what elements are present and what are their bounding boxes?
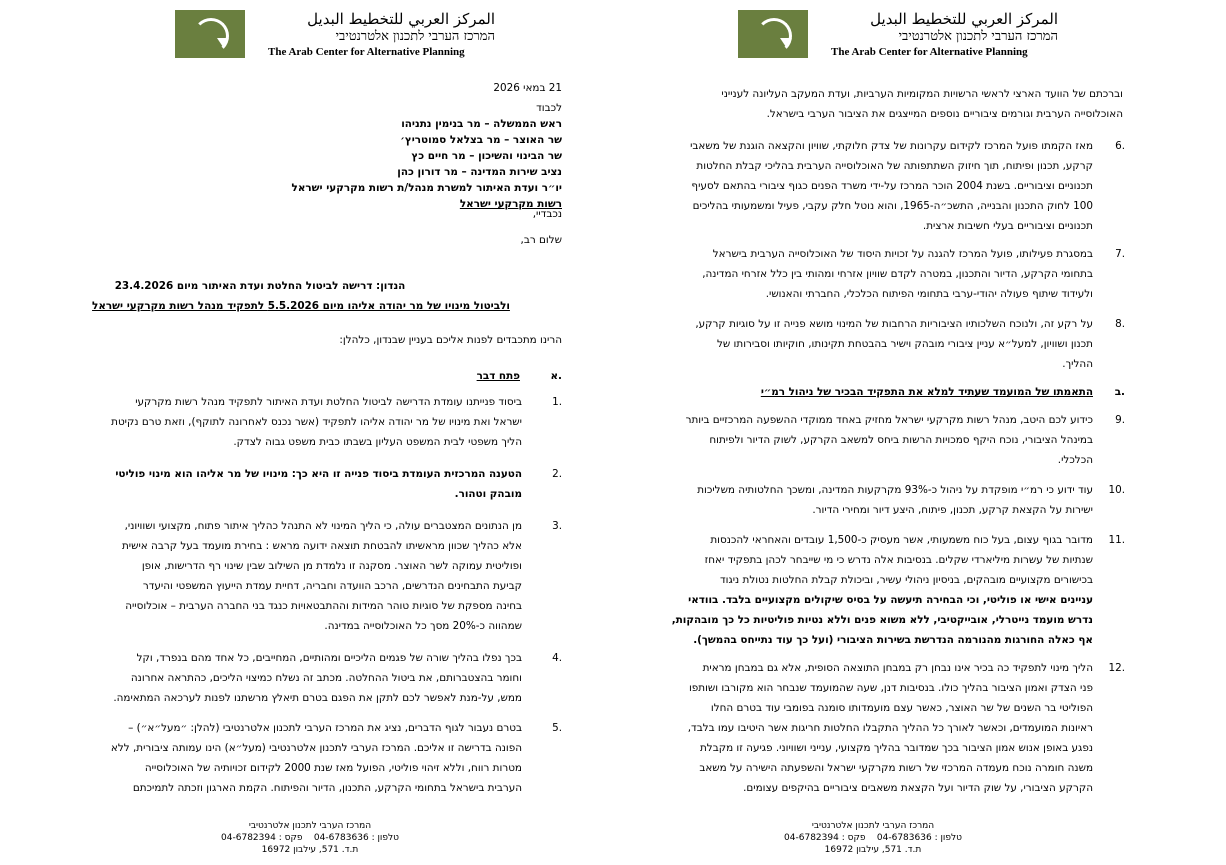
recipients-block	[40, 100, 562, 212]
paragraph-line: ישירות על הקצאת קרקע, תכנון, פיתוח, היצע דיור ומחירי הדיור.	[812, 504, 1093, 516]
recipient-3: שר הבינוי והשיכון – מר חיים כץ	[411, 150, 562, 162]
paragraph-line: וחומר בהצטברותם, את ביטול ההחלטה. מכתב זה נשלח כמיצוי הליכים, כהתראה אחרונה	[130, 672, 522, 684]
recipient-4: נציב שירות המדינה – מר דורון כהן	[397, 166, 562, 178]
paragraph-line: הפונה בדרישה זו אליכם. המרכז הערבי לתכנון אלטרנטיבי (מעל״א) הינו עמותה ציבורית, ללא	[110, 742, 522, 754]
subject-line-2: ולביטול מינויו של מר יהודה אליהו מיום 5.5.2026 לתפקיד מנהל רשות מקרקעי ישראל	[92, 300, 510, 312]
recipient-5: יו״ר ועדת האיתור למשרת מנהל/ת רשות מקרקעי ישראל	[291, 182, 562, 194]
paragraph-line: הליך מינוי לתפקיד כה בכיר אינו נבחן רק במבחן התוצאה הסופית, אלא גם במבחן מראית	[702, 662, 1093, 674]
paragraph-line: בטרם נעבור לגוף הדברים, נציג את המרכז הערבי לתכנון אלטרנטיבי (להלן: ״מעל״א״) –	[128, 722, 522, 734]
recipient-6: רשות מקרקעי ישראל	[459, 198, 562, 210]
org-name-hebrew: המרכז הערבי לתכנון אלטרנטיבי	[335, 29, 495, 44]
paragraph-line: מדובר בגוף עצום, בעל כוח משמעותי, אשר מעסיק כ-1,500 עובדים והאחראי להכנסות	[710, 534, 1093, 546]
letter-page-2	[613, 0, 1226, 865]
item-number: 10.	[1108, 484, 1125, 496]
org-name-arabic: المركز العربي للتخطيط البديل	[307, 10, 495, 28]
paragraph-line: בכך נפלו בהליך שורה של פגמים הליכיים ומהותיים, המחייבים, כל אחד מהם בנפרד, וקל	[136, 652, 522, 664]
paragraph-line: ההליך.	[1062, 358, 1093, 370]
item-number: 12.	[1108, 662, 1125, 674]
greeting: נכבדיי,	[532, 208, 562, 220]
paragraph-line: בכישורים מקצועיים מובהקים, בניסיון ניהולי עשיר, וביכולת קבלת החלטות נטולת ניגוד	[719, 574, 1093, 586]
paragraph-line: מטרות רווח, וללא זיהוי פוליטי, הפועל מאז שנת 2000 לקידום זכויותיה של האוכלוסייה	[144, 762, 522, 774]
section-a-letter: א.	[550, 370, 562, 382]
center-logo	[175, 10, 245, 58]
paragraph-line: ופוליטית עמוקה לשר האוצר. מסקנה זו נלמדת מן השילוב שבין שינוי רף הדרישות, אופן	[141, 560, 522, 572]
paragraph-6	[653, 136, 1093, 236]
paragraph-line: בחינה מספקת של סוגיות טוהר המידות וההתבטאויות כנגד בני החברה הערבית – אוכלוסייה	[125, 600, 522, 612]
footer-fax: פקס : 04-6782394	[784, 833, 866, 843]
item-number: 11.	[1108, 534, 1125, 546]
paragraph-line: הקרקע הציבורי, על שוק הדיור ועל הקצאת משאבים ציבוריים בהיקפים עצומים.	[743, 782, 1093, 794]
shalom: שלום רב,	[520, 234, 562, 246]
page-footer	[723, 820, 1023, 856]
paragraph-line: נדרש מועמד נייטרלי, אובייקטיבי, ללא משוא פנים וללא נטיות פוליטיות כל כך מובהקות,	[671, 614, 1093, 626]
item-number: 9.	[1115, 414, 1125, 426]
footer-contacts	[723, 832, 1023, 844]
paragraph-5	[40, 718, 522, 798]
item-number: 7.	[1115, 248, 1125, 260]
logo-arrow-icon	[780, 38, 792, 47]
footer-address: ת.ד. 571, עילבון 16972	[824, 845, 922, 855]
org-name-english: The Arab Center for Alternative Planning	[831, 46, 1028, 58]
paragraph-line: שמהווה כ-20% מסך כל האוכלוסייה במדינה.	[324, 620, 522, 632]
paragraph-line: שנתיות של עשרות מיליארדי שקלים. בנסיבות אלה נדרש כי מי שייבחר לכהן בתפקיד יאחז	[704, 554, 1093, 566]
paragraph-line: קרקע, תכנון ופיתוח, תוך חיזוק השתתפותה של האוכלוסייה הערבית בהליכי קבלת החלטות	[696, 160, 1093, 172]
paragraph-2	[40, 464, 522, 504]
intro-line: הרינו מתכבדים לפנות אליכם בעניין שבנדון, כלהלן:	[339, 334, 562, 346]
paragraph-11	[653, 530, 1093, 650]
paragraph-line: הערבית בישראל בתחומי הקרקע, התכנון, הדיור והפיתוח. הקמת הארגון וזכתה לתמיכתם	[132, 782, 522, 794]
paragraph-line: מן הנתונים המצטברים עולה, כי הליך המינוי לא התנהל כהליך איתור פתוח, מקצועי ושוויוני,	[124, 520, 522, 532]
page-footer	[160, 820, 460, 856]
paragraph-line: פני הצדק ואמון הציבור בהליך כולו. בנסיבות דנן, שעה שהמועמד שנבחר הוא מקורבו ושותפו	[688, 682, 1093, 694]
paragraph-line: במינהל הציבורי, נוכח היקף סמכויות הרשות ביחס למשאב הקרקע, לשוק הדיור ולפיתוח	[709, 434, 1093, 446]
org-name-hebrew: המרכז הערבי לתכנון אלטרנטיבי	[898, 29, 1058, 44]
section-a-title: פתח דבר	[476, 370, 520, 382]
paragraph-line: במסגרת פעילותו, פועל המרכז להגנה על זכויות היסוד של האוכלוסייה הערבית בישראל	[712, 248, 1093, 260]
paragraph-line: אלא כהליך שכוון מראשיתו להבטחת תוצאה ידועה מראש : בחירת מועמד בעל קרבה אישית	[121, 540, 522, 552]
paragraph-4	[40, 648, 522, 708]
footer-org: המרכז הערבי לתכנון אלטרנטיבי	[248, 821, 372, 831]
paragraph-line: ביסוד פנייתנו עומדת הדרישה לביטול החלטת ועדת האיתור לתפקיד מנהל רשות מקרקעי	[135, 396, 522, 408]
paragraph-12	[653, 658, 1093, 798]
item-number: 6.	[1115, 140, 1125, 152]
paragraph-line: על רקע זה, ולנוכח השלכותיו הציבוריות הרחבות של המינוי מושא פנייה זו על סוגיות קרקע,	[695, 318, 1093, 330]
paragraph-8	[653, 314, 1093, 374]
paragraph-line: נפגע באופן אנוש אמון הציבור בכך שמדובר בהליך מקצועי, ענייני ושוויוני. פגיעה זו מקבלת	[699, 742, 1093, 754]
paragraph-line: ראיונות המועמדים, וכאשר לאורך כל ההליך התקבלו החלטות חריגות אשר היטיבו עמו בלבד,	[687, 722, 1093, 734]
paragraph-line: תכנוניים וציבוריים. בשנת 2004 הוכר המרכז על-ידי משרד הפנים כגוף ציבורי בהתאם לסעיף	[691, 180, 1093, 192]
paragraph-line: עניינים אישי או פוליטי, וכי הבחירה תיעשה על בסיס שיקולים מקצועיים בלבד. בוודאי	[688, 594, 1093, 606]
footer-org: המרכז הערבי לתכנון אלטרנטיבי	[811, 821, 935, 831]
org-name-english: The Arab Center for Alternative Planning	[268, 46, 465, 58]
center-logo	[738, 10, 808, 58]
paragraph-line: מאז הקמתו פועל המרכז לקידום עקרונות של צדק חלוקתי, שוויון והקצאה הוגנת של משאבי	[690, 140, 1093, 152]
paragraph-line: בתחומי הקרקע, הדיור והתכנון, במטרה לקדם שוויון אזרחי ומהותי בין כלל אזרחי המדינה,	[702, 268, 1093, 280]
item-number: 2.	[552, 468, 562, 480]
recipient-2: שר האוצר – מר בצלאל סמוטריץ׳	[400, 134, 562, 146]
continuation-paragraph	[653, 84, 1123, 124]
paragraph-line: 100 לחוק התכנון והבנייה, התשכ״ה-1965, והוא נוטל חלק עקבי, פעיל ומשמעותי בהליכים	[692, 200, 1093, 212]
paragraph-7	[653, 244, 1093, 304]
footer-address: ת.ד. 571, עילבון 16972	[261, 845, 359, 855]
paragraph-line: תכנון ושוויון, למעל״א עניין ציבורי מובהק וישיר בהבטחת תקינותו, חוקיותו וסבירותו של	[716, 338, 1093, 350]
footer-contacts	[160, 832, 460, 844]
paragraph-9	[653, 410, 1093, 470]
paragraph-line: תכנוניים וציבוריים בעלי חשיבות ארצית.	[922, 220, 1093, 232]
recipient-1: ראש הממשלה – מר בנימין נתניהו	[401, 118, 562, 130]
paragraph-line: מובהק וטהור.	[454, 488, 522, 500]
to-label: לכבוד	[536, 102, 562, 114]
paragraph-1	[40, 392, 522, 452]
paragraph-line: הכלכלי.	[1057, 454, 1093, 466]
item-number: 4.	[552, 652, 562, 664]
paragraph-line: ממש, על-מנת לאפשר לכם לתקן את הפגם בטרם תיאלץ מרשתנו לפנות לערכאה המתאימה.	[113, 692, 522, 704]
logo-ring-icon	[756, 18, 792, 54]
logo-ring-icon	[193, 18, 229, 54]
item-number: 1.	[552, 396, 562, 408]
paragraph-line: אף כאלה החורגות מהנורמה הנדרשת בשירות הציבורי (ועל כך עוד נתייחס בהמשך).	[693, 634, 1093, 646]
paragraph-line: ולעידוד שיתוף פעולה יהודי-ערבי בתחומי הפיתוח הכלכלי, החברתי והאנושי.	[765, 288, 1093, 300]
subject-line-1: הנדון: דרישה לביטול החלטת ועדת האיתור מיום 23.4.2026	[114, 280, 406, 292]
footer-fax: פקס : 04-6782394	[221, 833, 303, 843]
footer-phone: טלפון : 04-6783636	[313, 833, 399, 843]
paragraph-line: הליך משפטי לבית המשפט העליון בשבתו כבית משפט גבוה לצדק.	[233, 436, 522, 448]
paragraph-line: האוכלוסייה הערבית וגורמים ציבוריים נוספים המייצגים את הציבור הערבי בישראל.	[766, 108, 1123, 120]
paragraph-line: הפוליטי בר השנים של שר האוצר, כאשר עצם מועמדותו סומנה בפומבי עוד בטרם החלו	[710, 702, 1093, 714]
section-b-title: התאמתו של המועמד שעתיד למלא את התפקיד הבכיר של ניהול רמ״י	[760, 386, 1093, 398]
section-b-letter: ב.	[1114, 386, 1125, 398]
paragraph-line: קביעת התבחינים הנדרשים, הרכב הוועדה וחבריה, דחיית עמדת הייעוץ המשפטי והיעדר	[142, 580, 522, 592]
paragraph-10	[653, 480, 1093, 520]
letter-date: 21 במאי 2026	[493, 82, 562, 94]
paragraph-line: הטענה המרכזית העומדת ביסוד פנייה זו היא כך: מינויו של מר אליהו הוא מינוי פוליטי	[115, 468, 522, 480]
paragraph-3	[40, 516, 522, 636]
item-number: 3.	[552, 520, 562, 532]
paragraph-line: ישראל ואת מינויו של מר יהודה אליהו לתפקיד (אשר נכנס לאחרונה לתוקף), וזאת טרם נקיטת	[111, 416, 522, 428]
paragraph-line: וברכתם של הוועד הארצי לראשי הרשויות המקומיות הערביות, ועדת המעקב העליונה לענייני	[721, 88, 1123, 100]
paragraph-line: עוד ידוע כי רמ״י מופקדת על ניהול כ-93% מקרקעות המדינה, ומשכך החלטותיה משליכות	[697, 484, 1093, 496]
footer-phone: טלפון : 04-6783636	[876, 833, 962, 843]
item-number: 8.	[1115, 318, 1125, 330]
org-name-arabic: المركز العربي للتخطيط البديل	[870, 10, 1058, 28]
paragraph-line: כידוע לכם היטב, מנהל רשות מקרקעי ישראל מחזיק באחד ממוקדי ההשפעה המרכזיים ביותר	[685, 414, 1093, 426]
paragraph-line: משנה חומרה נוכח מעמדה המרכזי של רשות מקרקעי ישראל והשפעתה הישירה על משאב	[699, 762, 1093, 774]
item-number: 5.	[552, 722, 562, 734]
logo-arrow-icon	[217, 38, 229, 47]
